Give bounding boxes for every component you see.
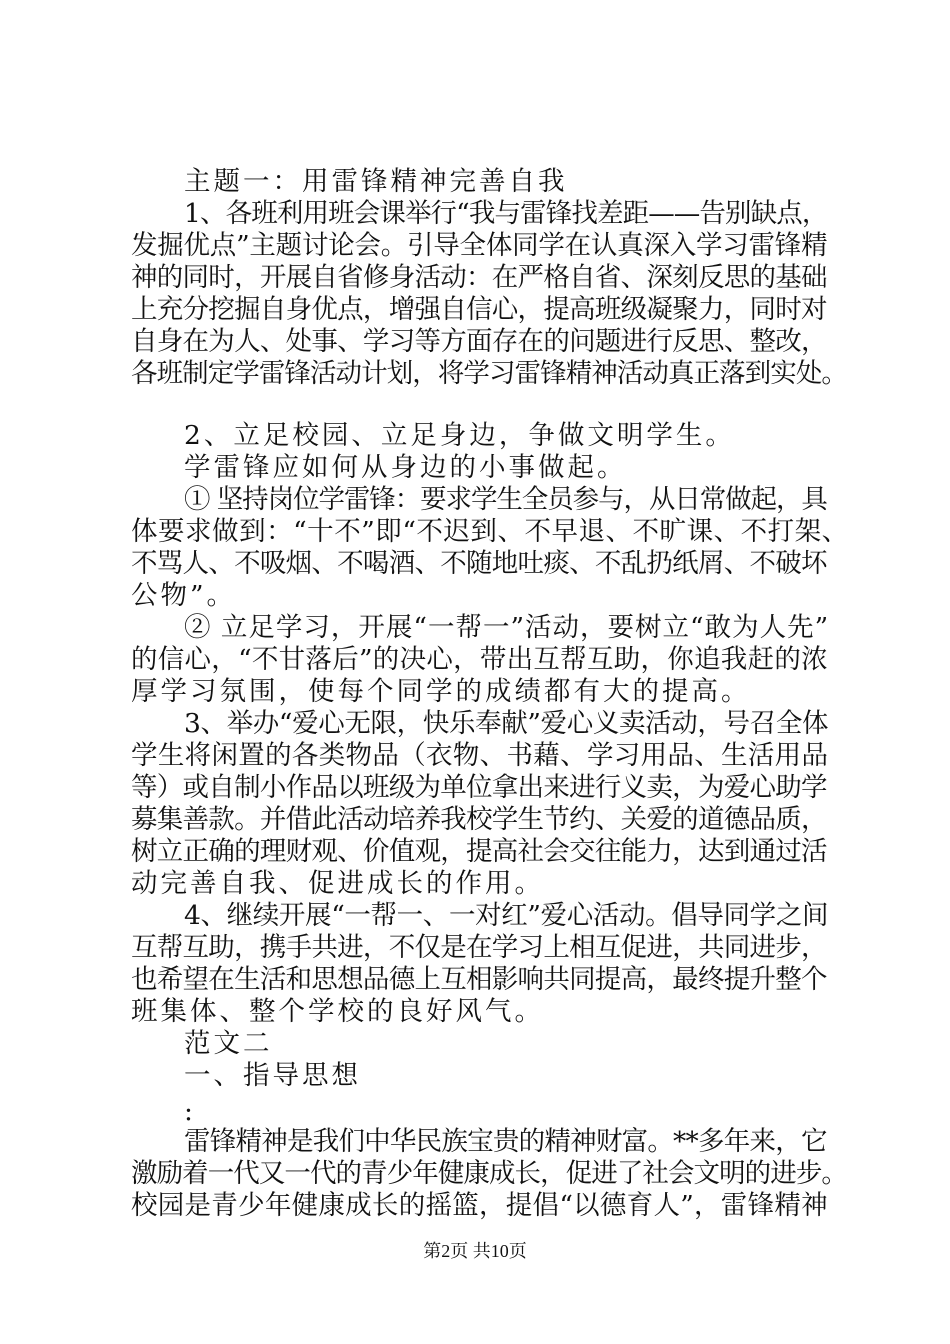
text-line: 体要求做到：“十不”即“不迟到、不早退、不旷课、不打架、 — [131, 516, 849, 547]
text-line: 主题一：用雷锋精神完善自我 — [184, 166, 568, 197]
text-line: ① 坚持岗位学雷锋：要求学生全员参与，从日常做起，具 — [184, 484, 827, 515]
text-line: 的信心，“不甘落后”的决心，带出互帮互助，你追我赶的浓 — [131, 644, 828, 675]
page-number-footer: 第2页 共10页 — [423, 1241, 527, 1261]
text-line: : — [184, 1096, 196, 1127]
text-line: 上充分挖掘自身优点，增强自信心，提高班级凝聚力，同时对 — [131, 294, 827, 325]
text-line: 神的同时，开展自省修身活动：在严格自省、深刻反思的基础 — [131, 262, 827, 293]
text-line: 1、各班利用班会课举行“我与雷锋找差距——告别缺点， — [184, 198, 828, 229]
text-line: 募集善款。并借此活动培养我校学生节约、关爱的道德品质， — [131, 804, 827, 835]
text-line: 动完善自我、促进成长的作用。 — [131, 868, 544, 899]
text-line: 校园是青少年健康成长的摇篮，提倡“以德育人”，雷锋精神 — [131, 1190, 828, 1221]
section-heading: 范文二 — [184, 1028, 273, 1059]
text-line: 公物”。 — [131, 580, 237, 611]
section-heading: 一、指导思想 — [184, 1060, 361, 1091]
text-line: 树立正确的理财观、价值观，提高社会交往能力，达到通过活 — [131, 836, 827, 867]
text-line: 等）或自制小作品以班级为单位拿出来进行义卖，为爱心助学 — [131, 772, 827, 803]
text-line: 厚学习氛围，使每个同学的成绩都有大的提高。 — [131, 676, 751, 707]
text-line: 也希望在生活和思想品德上互相影响共同提高，最终提升整个 — [131, 964, 827, 995]
text-line: 3、举办“爱心无限，快乐奉献”爱心义卖活动，号召全体 — [184, 708, 829, 739]
text-line: 自身在为人、处事、学习等方面存在的问题进行反思、整改， — [131, 326, 827, 357]
text-line: 各班制定学雷锋活动计划，将学习雷锋精神活动真正落到实处。 — [131, 358, 847, 389]
text-line: 班集体、整个学校的良好风气。 — [131, 996, 544, 1027]
text-line: 2、立足校园、立足身边，争做文明学生。 — [184, 420, 735, 451]
text-line: 互帮互助，携手共进，不仅是在学习上相互促进，共同进步， — [131, 932, 827, 963]
text-line: 学生将闲置的各类物品（衣物、书藉、学习用品、生活用品 — [131, 740, 829, 771]
text-line: 激励着一代又一代的青少年健康成长，促进了社会文明的进步。 — [131, 1158, 847, 1189]
text-line: 发掘优点”主题讨论会。引导全体同学在认真深入学习雷锋精 — [131, 230, 828, 261]
text-line: 雷锋精神是我们中华民族宝贵的精神财富。**多年来，它 — [184, 1126, 827, 1157]
text-line: ② 立足学习，开展“一帮一”活动，要树立“敢为人先” — [184, 612, 830, 643]
text-line: 4、继续开展“一帮一、一对红”爱心活动。倡导同学之间 — [184, 900, 829, 931]
text-line: 不骂人、不吸烟、不喝酒、不随地吐痰、不乱扔纸屑、不破坏 — [131, 548, 827, 579]
text-line: 学雷锋应如何从身边的小事做起。 — [184, 452, 627, 483]
